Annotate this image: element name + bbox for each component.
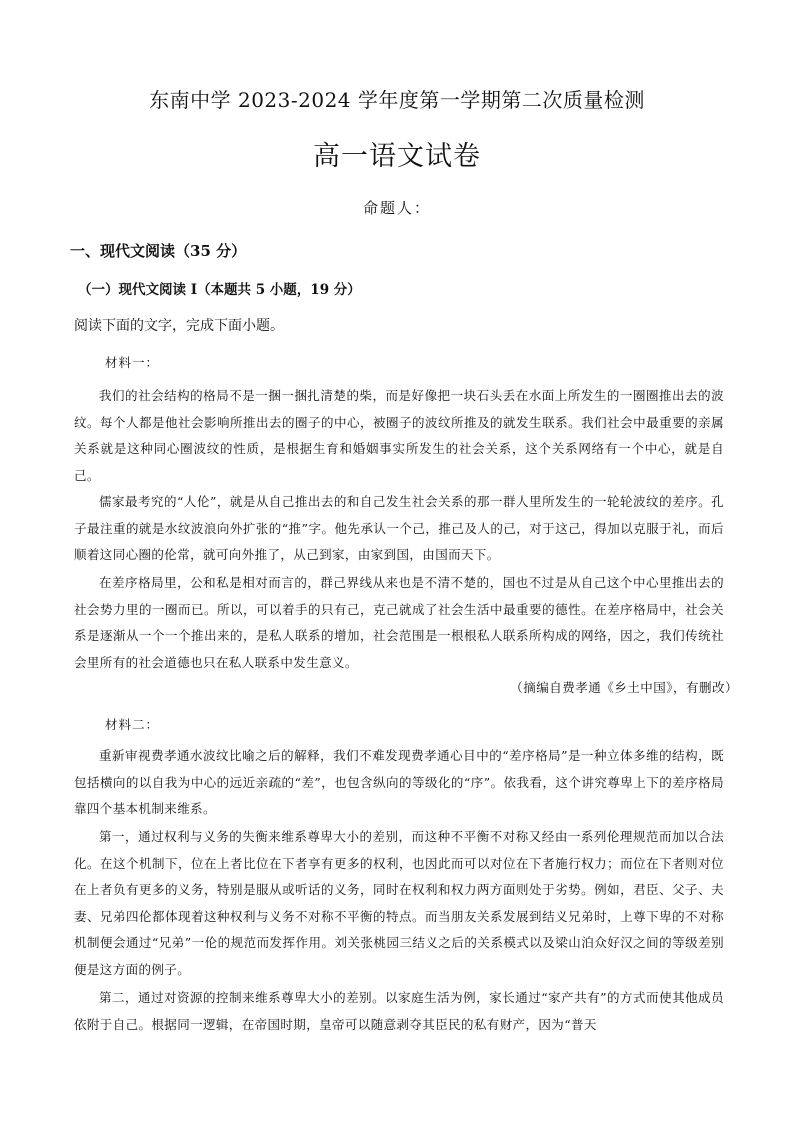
section-heading: 一、现代文阅读（35 分）: [70, 242, 247, 260]
material1-label: 材料一：: [105, 355, 160, 370]
material1-paragraph: [74, 383, 724, 489]
material2-paragraph: [74, 824, 724, 983]
material2-label: 材料二：: [105, 717, 160, 732]
paragraph-text: 第一，通过权利与义务的失衡来维系尊卑大小的差别，而这种不平衡不对称又经由一系列伦理规范而加以合法化。在这个机制下，位在上者比位在下者享有更多的权利，也因此而可以对位在下者施行权力；而位在下者则对位在上者负有更多的义务，特别是服从或听话的义务，同时在权利和权力两方面则处于劣势。例如，君臣、父子、夫妻、兄弟四伦都体现着这种权利与义务不对称不平衡的特点。而当朋友关系发展到结义兄弟时，上尊下卑的不对称机制便会通过“兄弟”一伦的规范而发挥作用。刘关张桃园三结义之后的关系模式以及梁山泊众好汉之间的等级差别便是这方面的例子。: [74, 829, 724, 977]
material2-paragraph: [74, 743, 724, 823]
subsection-heading: （一）现代文阅读 I（本题共 5 小题，19 分）: [78, 282, 361, 298]
exam-title: 高一语文试卷: [313, 141, 481, 172]
exam-school-line: 东南中学 2023-2024 学年度第一学期第二次质量检测: [149, 88, 645, 112]
material1-source: （摘编自费孝通《乡土中国》，有删改）: [510, 680, 738, 695]
material1-paragraph: [74, 570, 724, 676]
paragraph-text: 我们的社会结构的格局不是一捆一捆扎清楚的柴，而是好像把一块石头丢在水面上所发生的一圈圈推出去的波纹。每个人都是他社会影响所推出去的圈子的中心，被圈子的波纹所推及的就发生联系。我们社会中最重要的亲属关系就是这种同心圈波纹的性质，是根据生育和婚姻事实所发生的社会关系，这个关系网络有一个中心，就是自己。: [74, 388, 724, 483]
material2-paragraph: [74, 985, 724, 1038]
reading-instruction: 阅读下面的文字，完成下面小题。: [74, 318, 284, 334]
paragraph-text: 儒家最考究的“人伦”，就是从自己推出去的和自己发生社会关系的那一群人里所发生的一轮轮波纹的差序。孔子最注重的就是水纹波浪向外扩张的“推”字。他先承认一个己，推己及人的己，对于这己，得加以克服于礼，而后顺着这同心圈的伦常，就可向外推了，从己到家，由家到国，由国而天下。: [74, 494, 724, 562]
paragraph-text: 第二，通过对资源的控制来维系尊卑大小的差别。以家庭生活为例，家长通过“家产共有”的方式而使其他成员依附于自己。根据同一逻辑，在帝国时期，皇帝可以随意剥夺其臣民的私有财产，因为“普天: [74, 990, 724, 1032]
paragraph-text: 重新审视费孝通水波纹比喻之后的解释，我们不难发现费孝通心目中的“差序格局”是一种立体多维的结构，既包括横向的以自我为中心的远近亲疏的“差”，也包含纵向的等级化的“序”。依我看，这个讲究尊卑上下的差序格局靠四个基本机制来维系。: [74, 748, 724, 816]
paragraph-text: 在差序格局里，公和私是相对而言的，群己界线从来也是不清不楚的，国也不过是从自己这个中心里推出去的社会势力里的一圈而已。所以，可以着手的只有己，克己就成了社会生活中最重要的德性。在差序格局中，社会关系是逐渐从一个一个推出来的，是私人联系的增加，社会范围是一根根私人联系所构成的网络，因之，我们传统社会里所有的社会道德也只在私人联系中发生意义。: [74, 575, 724, 670]
material1-paragraph: [74, 489, 724, 569]
author-label: 命题人：: [362, 199, 431, 217]
